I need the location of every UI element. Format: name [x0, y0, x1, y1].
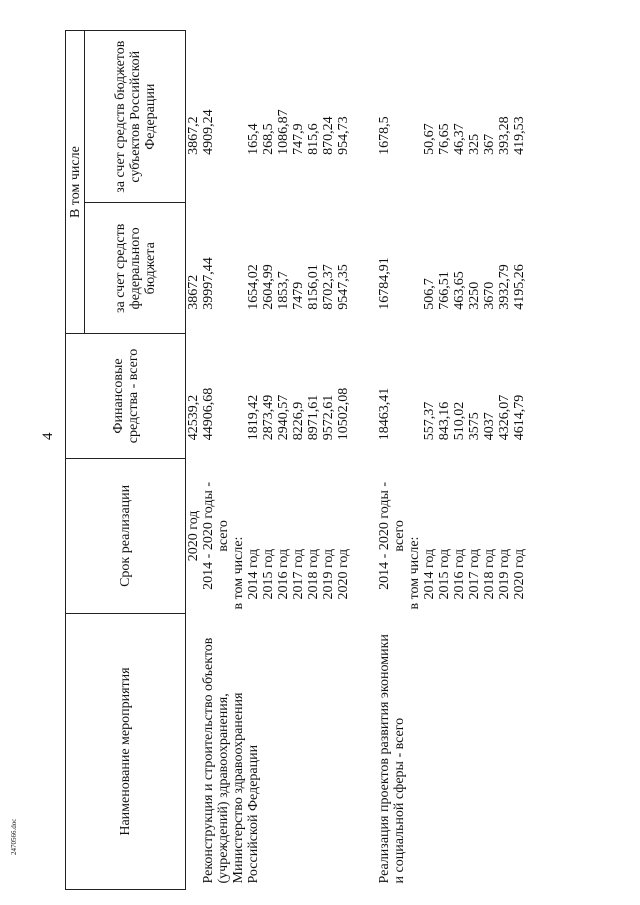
rotated-table-page [65, 30, 600, 890]
total-cell: 4614,79 [512, 394, 527, 441]
regional-cell: 419,53 [512, 116, 527, 155]
header-period: Срок реализации [66, 458, 186, 613]
total-cell: 3575 [467, 412, 482, 441]
year-cell: 2017 год [291, 548, 306, 600]
regional-cell: 46,37 [452, 123, 467, 155]
measure-name-line: Российской Федерации [246, 744, 261, 884]
year-cell: 2020 год [336, 548, 351, 600]
period-line: 2014 - 2020 годы - [201, 481, 216, 590]
regional-cell: 325 [467, 133, 482, 155]
federal-cell: 16784,91 [377, 257, 392, 310]
regional-cell: 50,67 [422, 123, 437, 155]
header-total: Финансовые средства - всего [66, 334, 186, 458]
regional-cell: 367 [482, 133, 497, 155]
regional-cell: 1086,87 [276, 109, 291, 155]
total-cell: 557,37 [422, 401, 437, 441]
federal-cell: 506,7 [422, 278, 437, 310]
total-cell: 4037 [482, 412, 497, 441]
regional-cell: 76,65 [437, 123, 452, 155]
measure-name-line: и социальной сферы - всего [392, 717, 407, 884]
federal-cell: 1853,7 [276, 271, 291, 310]
total-cell: 8226,9 [291, 401, 306, 441]
total-cell: 1819,42 [246, 394, 261, 441]
regional-cell: 4909,24 [201, 109, 216, 155]
page-number: 4 [40, 432, 56, 440]
period-cell [377, 458, 407, 613]
measure-name-cell [201, 614, 377, 890]
federal-cell: 3932,79 [497, 264, 512, 310]
measure-name-line: Реализация проектов развития экономики [377, 634, 392, 884]
year-cell: 2015 год [437, 548, 452, 600]
total-cell: 4326,07 [497, 394, 512, 441]
federal-cell: 463,65 [452, 271, 467, 310]
total-cell: 843,16 [437, 401, 452, 441]
total-cell: 10502,08 [336, 387, 351, 441]
federal-cell: 4195,26 [512, 264, 527, 310]
regional-cell: 954,73 [336, 116, 351, 155]
header-federal: за счет средств федерального бюджета [85, 203, 186, 334]
federal-cell: 8156,01 [306, 264, 321, 310]
measure-name-line: Реконструкция и строительство объектов [201, 637, 216, 884]
table-row [201, 31, 231, 890]
measure-name-line: (учреждений) здравоохранения, [216, 693, 231, 884]
federal-cell: 8702,37 [321, 264, 336, 310]
regional-cell: 815,6 [306, 123, 321, 155]
federal-cell: 3670 [482, 281, 497, 310]
federal-cell: 3250 [467, 281, 482, 310]
federal-cell: 766,51 [437, 271, 452, 310]
period-line: всего [216, 520, 231, 552]
header-including: В том числе [66, 31, 85, 334]
federal-cell: 7479 [291, 281, 306, 310]
year-cell: 2019 год [497, 548, 512, 600]
year-cell: 2020 год [512, 548, 527, 600]
year-cell: 2017 год [467, 548, 482, 600]
federal-cell: 1654,02 [246, 264, 261, 310]
federal-cell: 9547,35 [336, 264, 351, 310]
period-subheader: в том числе: [231, 536, 246, 610]
regional-cell: 393,28 [497, 116, 512, 155]
total-cell: 2940,57 [276, 394, 291, 441]
table-row [186, 31, 202, 890]
federal-cell: 38672 [186, 274, 201, 310]
measure-name-line: Министерство здравоохранения [231, 692, 246, 884]
total-cell: 8971,61 [306, 394, 321, 441]
regional-cell: 268,5 [261, 123, 276, 155]
measure-name-cell [377, 614, 527, 890]
header-regional: за счет средств бюджетов субъектов Российской Федерации [85, 31, 186, 203]
total-cell: 44906,68 [201, 387, 216, 441]
year-cell: 2014 год [422, 548, 437, 600]
year-cell: 2018 год [306, 548, 321, 600]
period-cell: 2020 год [186, 510, 201, 562]
footer-doc-code: 2470566.doc [10, 818, 18, 855]
regional-cell: 870,24 [321, 116, 336, 155]
period-line: всего [392, 520, 407, 552]
year-cell: 2015 год [261, 548, 276, 600]
total-cell: 42539,2 [186, 394, 201, 441]
year-cell: 2014 год [246, 548, 261, 600]
total-cell: 18463,41 [377, 387, 392, 441]
federal-cell: 39997,44 [201, 257, 216, 310]
total-cell: 9572,61 [321, 394, 336, 441]
year-cell: 2018 год [482, 548, 497, 600]
regional-cell: 165,4 [246, 123, 261, 155]
period-cell [201, 458, 231, 613]
table-row [377, 31, 407, 890]
regional-cell: 747,9 [291, 123, 306, 155]
year-cell: 2016 год [452, 548, 467, 600]
year-cell: 2016 год [276, 548, 291, 600]
period-subheader: в том числе: [407, 536, 422, 610]
financing-table [65, 30, 527, 890]
federal-cell: 2604,99 [261, 264, 276, 310]
header-name: Наименование мероприятия [66, 614, 186, 890]
total-cell: 2873,49 [261, 394, 276, 441]
total-cell: 510,02 [452, 401, 467, 441]
regional-cell: 3867,2 [186, 116, 201, 155]
regional-cell: 1678,5 [377, 116, 392, 155]
year-cell: 2019 год [321, 548, 336, 600]
period-line: 2014 - 2020 годы - [377, 481, 392, 590]
